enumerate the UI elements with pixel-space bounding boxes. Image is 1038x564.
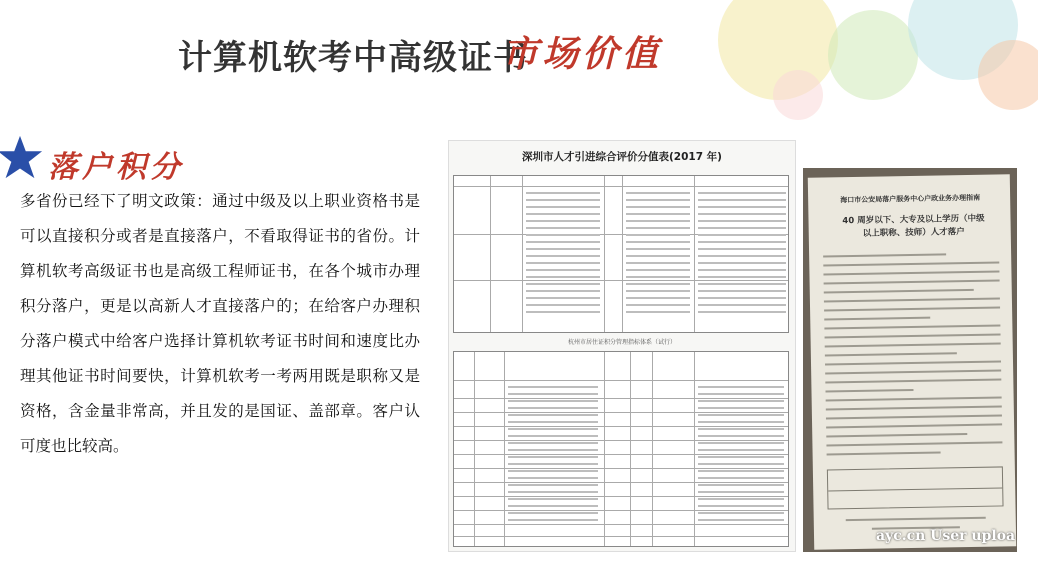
paper-sheet (808, 174, 1016, 549)
star-icon (0, 134, 44, 182)
paper-body-lines (823, 252, 1003, 462)
body-paragraph: 多省份已经下了明文政策：通过中级及以上职业资格书是可以直接积分或者是直接落户，不看取得证书的省份。计算机软考高级证书也是高级工程师证书，在各个城市办理积分落户，更是以高新人才直接落户的；在给客户办理积分落户模式中给客户选择计算机软考证书时间和速度比办理其他证书时间要快，计算机软考一考两用既是职称又是资格，含金量非常高，并且发的是国证、盖部章。客户认可度也比较高。 (20, 192, 420, 455)
score-table-bottom (453, 351, 789, 547)
document-image-score-table (448, 140, 796, 552)
doc-title: 深圳市人才引进综合评价分值表(2017 年) (522, 151, 722, 163)
section-title: 落户积分 (48, 150, 184, 185)
page-title-accent: 市场价值 (502, 33, 663, 75)
page-header (0, 24, 1038, 84)
page-title: 计算机软考中高级证书 (178, 38, 528, 78)
paper-heading: 海口市公安局落户服务中心户政业务办理指南 (840, 193, 981, 205)
watermark: ayc.cn User uploa (876, 528, 1016, 544)
table-caption: 杭州市居住证积分管理指标体系（试行） (567, 339, 676, 346)
paper-table (827, 466, 1004, 509)
paper-subheading: 40 周岁以下、大专及以上学历（中级以上职称、技师）人才落户 (842, 213, 985, 239)
document-image-hukou-guide (803, 168, 1017, 552)
score-table-top (453, 175, 789, 333)
section-header (0, 140, 220, 190)
